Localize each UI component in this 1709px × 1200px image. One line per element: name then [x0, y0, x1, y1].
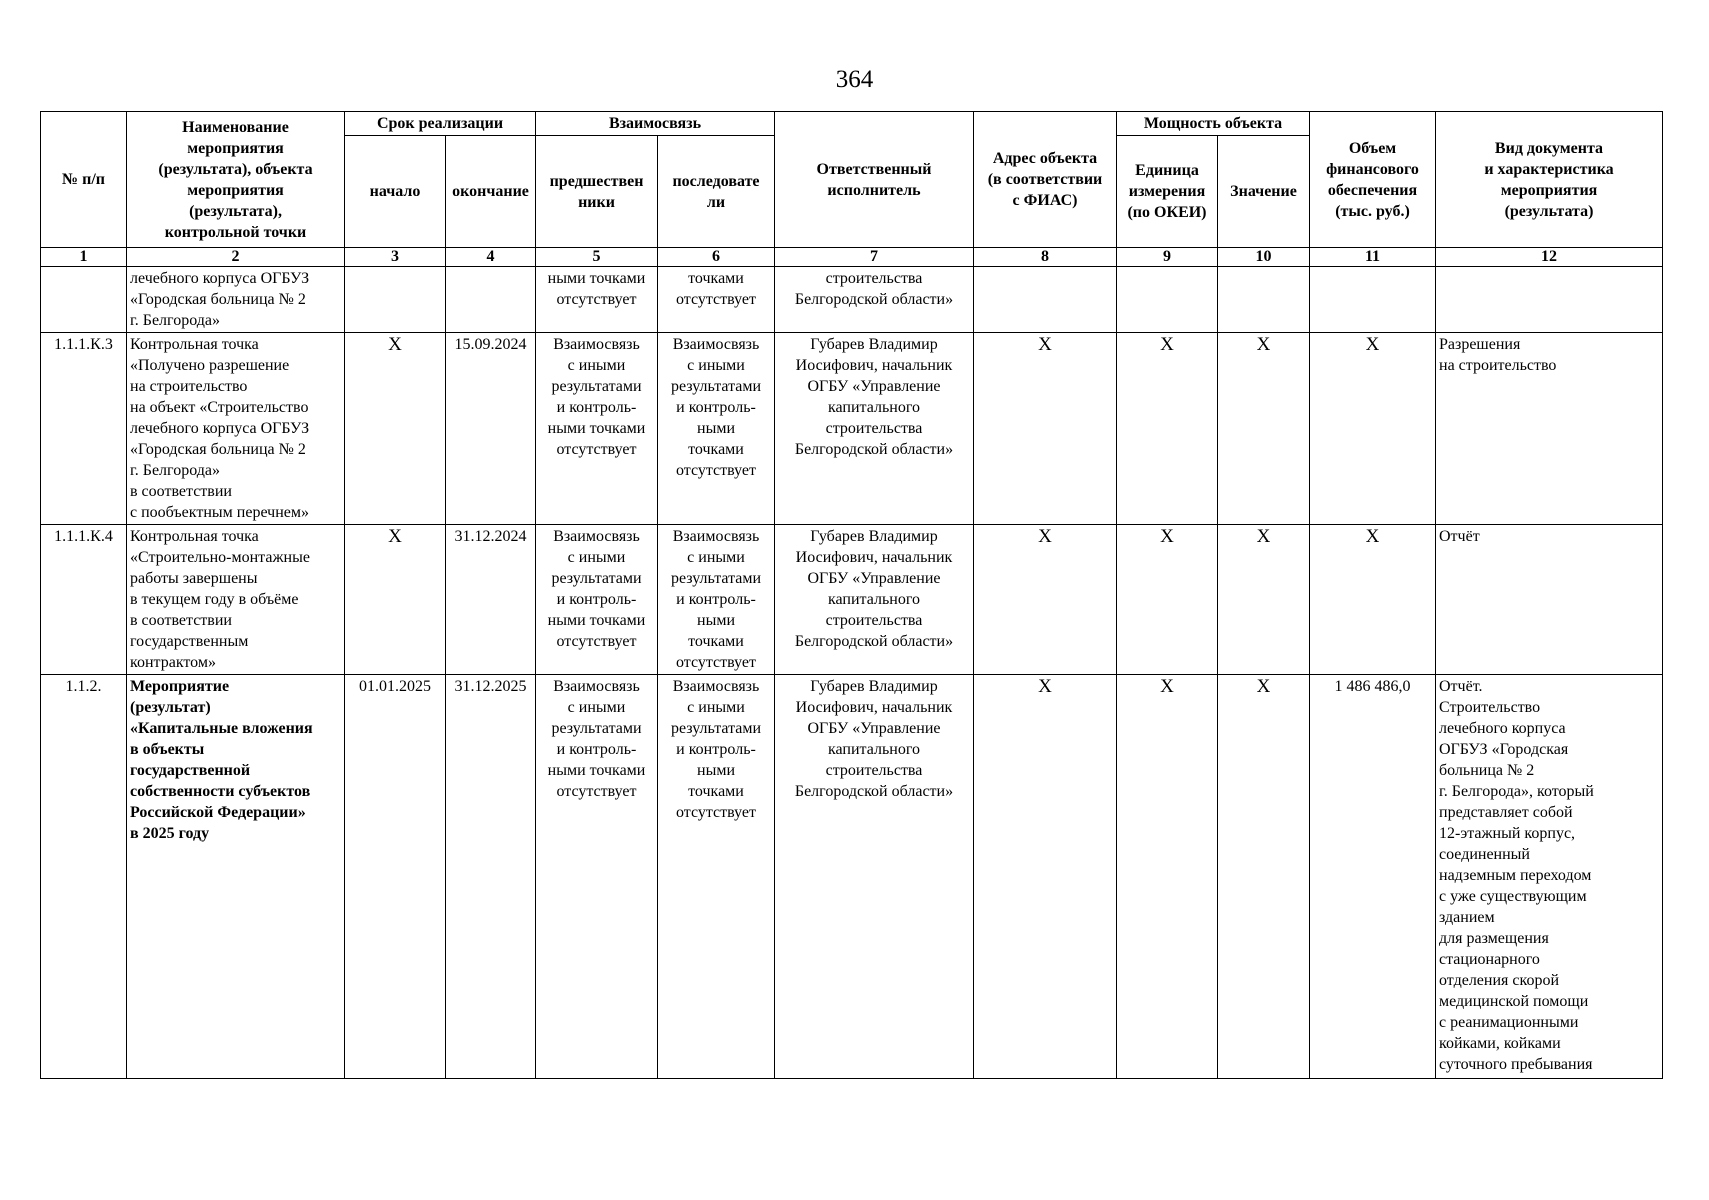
cell-predecessors: Взаимосвязь с иными результатами и контроль- ными точками отсутствует	[536, 525, 658, 675]
column-number: 7	[775, 248, 974, 267]
cell-doc	[1436, 267, 1663, 333]
column-number: 2	[127, 248, 345, 267]
column-number: 6	[658, 248, 775, 267]
column-number: 3	[345, 248, 446, 267]
header-num: № п/п	[41, 112, 127, 248]
column-number: 8	[974, 248, 1117, 267]
header-address: Адрес объекта (в соответствии с ФИАС)	[974, 112, 1117, 248]
cell-unit	[1117, 267, 1218, 333]
cell-num	[41, 267, 127, 333]
cell-end	[446, 267, 536, 333]
cell-address: X	[974, 525, 1117, 675]
cell-unit: X	[1117, 675, 1218, 1079]
cell-address: X	[974, 675, 1117, 1079]
cell-predecessors: Взаимосвязь с иными результатами и контроль- ными точками отсутствует	[536, 333, 658, 525]
cell-name: Контрольная точка «Строительно-монтажные работы завершены в текущем году в объёме в соответствии государственным контрактом»	[127, 525, 345, 675]
cell-end: 31.12.2025	[446, 675, 536, 1079]
header-group-srok: Срок реализации	[345, 112, 536, 136]
column-number: 9	[1117, 248, 1218, 267]
cell-value: X	[1218, 333, 1310, 525]
header-value: Значение	[1218, 136, 1310, 248]
cell-successors: Взаимосвязь с иными результатами и контроль- ными точками отсутствует	[658, 675, 775, 1079]
cell-num: 1.1.1.К.4	[41, 525, 127, 675]
cell-num: 1.1.2.	[41, 675, 127, 1079]
table-row	[41, 525, 1663, 675]
header-group-vzaim: Взаимосвязь	[536, 112, 775, 136]
cell-responsible: Губарев Владимир Иосифович, начальник ОГБУ «Управление капитального строительства Белгородской области»	[775, 525, 974, 675]
cell-start: X	[345, 333, 446, 525]
header-group-moshch: Мощность объекта	[1117, 112, 1310, 136]
cell-responsible: Губарев Владимир Иосифович, начальник ОГБУ «Управление капитального строительства Белгородской области»	[775, 333, 974, 525]
cell-start	[345, 267, 446, 333]
table-row	[41, 267, 1663, 333]
cell-address: X	[974, 333, 1117, 525]
header-predecessors: предшествен ники	[536, 136, 658, 248]
column-number: 11	[1310, 248, 1436, 267]
column-number: 1	[41, 248, 127, 267]
cell-successors: точками отсутствует	[658, 267, 775, 333]
cell-name: Мероприятие (результат) «Капитальные вложения в объекты государственной собственности субъектов Российской Федерации» в 2025 году	[127, 675, 345, 1079]
cell-responsible: Губарев Владимир Иосифович, начальник ОГБУ «Управление капитального строительства Белгородской области»	[775, 675, 974, 1079]
cell-predecessors: Взаимосвязь с иными результатами и контроль- ными точками отсутствует	[536, 675, 658, 1079]
column-number: 5	[536, 248, 658, 267]
column-number: 4	[446, 248, 536, 267]
cell-end: 15.09.2024	[446, 333, 536, 525]
cell-name: лечебного корпуса ОГБУЗ «Городская больница № 2 г. Белгорода»	[127, 267, 345, 333]
cell-finance: 1 486 486,0	[1310, 675, 1436, 1079]
header-unit: Единица измерения (по ОКЕИ)	[1117, 136, 1218, 248]
header-finance: Объем финансового обеспечения (тыс. руб.)	[1310, 112, 1436, 248]
header-successors: последовате ли	[658, 136, 775, 248]
header-end: окончание	[446, 136, 536, 248]
cell-doc: Разрешения на строительство	[1436, 333, 1663, 525]
cell-finance: X	[1310, 333, 1436, 525]
cell-value: X	[1218, 525, 1310, 675]
cell-name: Контрольная точка «Получено разрешение на строительство на объект «Строительство лечебного корпуса ОГБУЗ «Городская больница № 2 г. Белгорода» в соответствии с пообъектным перечнем»	[127, 333, 345, 525]
cell-num: 1.1.1.К.3	[41, 333, 127, 525]
cell-successors: Взаимосвязь с иными результатами и контроль- ными точками отсутствует	[658, 333, 775, 525]
cell-finance: X	[1310, 525, 1436, 675]
page-number: 364	[835, 66, 874, 93]
header-responsible: Ответственный исполнитель	[775, 112, 974, 248]
cell-end: 31.12.2024	[446, 525, 536, 675]
cell-unit: X	[1117, 333, 1218, 525]
cell-responsible: строительства Белгородской области»	[775, 267, 974, 333]
column-number: 12	[1436, 248, 1663, 267]
cell-predecessors: ными точками отсутствует	[536, 267, 658, 333]
plan-table	[40, 111, 1663, 1079]
cell-value	[1218, 267, 1310, 333]
table-row	[41, 333, 1663, 525]
header-name: Наименование мероприятия (результата), объекта мероприятия (результата), контрольной точки	[127, 112, 345, 248]
header-doc: Вид документа и характеристика мероприятия (результата)	[1436, 112, 1663, 248]
cell-value: X	[1218, 675, 1310, 1079]
cell-doc: Отчёт. Строительство лечебного корпуса ОГБУЗ «Городская больница № 2 г. Белгорода», который представляет собой 12-этажный корпус, соединенный надземным переходом с уже существующим зданием для размещения стационарного отделения скорой медицинской помощи с реанимационными койками, койками суточного пребывания	[1436, 675, 1663, 1079]
cell-doc: Отчёт	[1436, 525, 1663, 675]
cell-address	[974, 267, 1117, 333]
column-number: 10	[1218, 248, 1310, 267]
cell-successors: Взаимосвязь с иными результатами и контроль- ными точками отсутствует	[658, 525, 775, 675]
header-start: начало	[345, 136, 446, 248]
cell-start: X	[345, 525, 446, 675]
cell-start: 01.01.2025	[345, 675, 446, 1079]
cell-unit: X	[1117, 525, 1218, 675]
cell-finance	[1310, 267, 1436, 333]
table-row	[41, 675, 1663, 1079]
